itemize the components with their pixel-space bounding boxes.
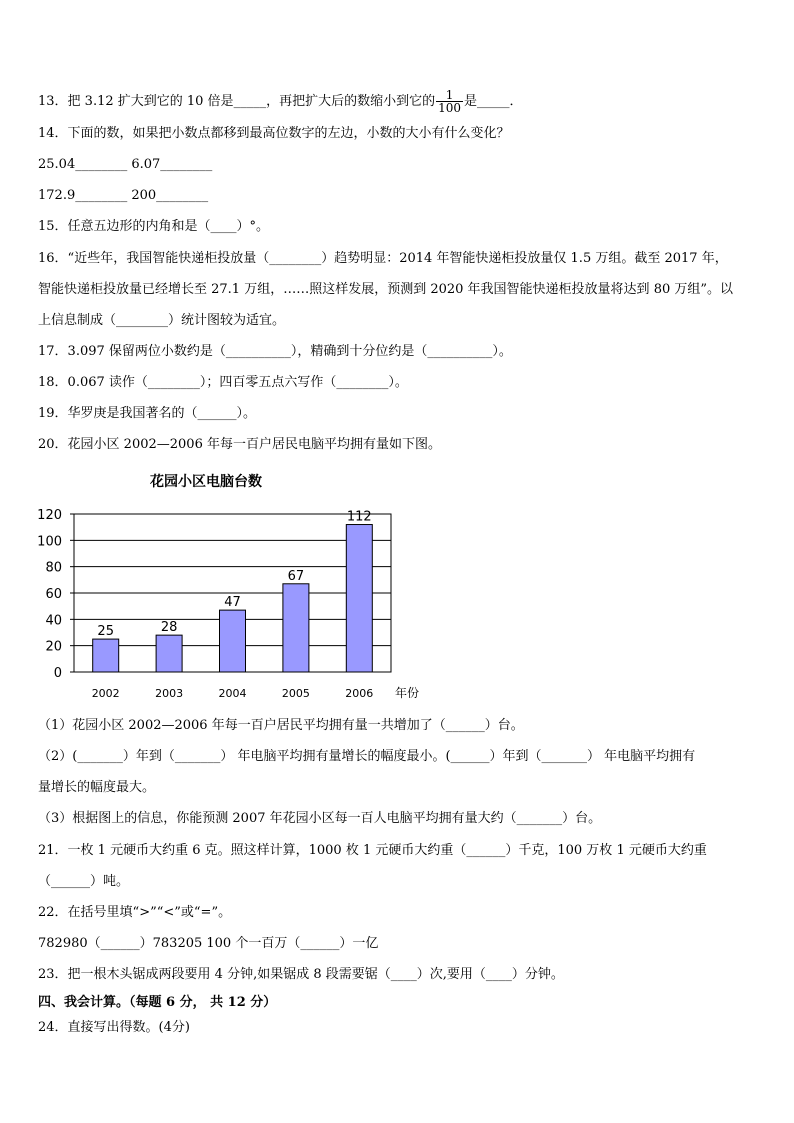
x-tick-label: 2003 xyxy=(155,687,184,700)
x-tick-label: 2005 xyxy=(281,687,310,700)
q13-text-c: 是 xyxy=(463,94,477,109)
bar-2006 xyxy=(346,525,372,672)
q13-text-a: 13．把 3.12 扩大到它的 10 倍是 xyxy=(38,94,234,109)
q20-sub-1: （1）花园小区 2002—2006 年每一百户居民平均拥有量一共增加了（______）台。 xyxy=(38,718,524,733)
q13-blank-1[interactable]: _____ xyxy=(233,94,267,109)
bar-2002 xyxy=(93,639,119,672)
question-17: 17．3.097 保留两位小数约是（__________），精确到十分位约是（__________）。 xyxy=(38,344,512,359)
question-14: 14．下面的数，如果把小数点都移到最高位数字的左边，小数的大小有什么变化？ xyxy=(38,126,510,141)
y-tick-label: 100 xyxy=(37,534,62,550)
question-16-line-3: 上信息制成（________）统计图较为适宜。 xyxy=(38,313,286,328)
x-tick-label: 2004 xyxy=(218,687,247,700)
q13-text-d: ． xyxy=(509,94,523,109)
question-20: 20．花园小区 2002—2006 年每一百户居民电脑平均拥有量如下图。 xyxy=(38,437,441,452)
y-tick-label: 80 xyxy=(45,560,62,576)
y-tick-label: 0 xyxy=(53,666,62,681)
fraction-denominator: 100 xyxy=(438,101,461,115)
question-16-line-1: 16．“近些年，我国智能快递柜投放量（________）趋势明显：2014 年智能快递柜投放量仅 1.5 万组。截至 2017 年， xyxy=(38,251,728,266)
question-23: 23．把一根木头锯成两段要用 4 分钟,如果锯成 8 段需要锯（____）次,要用（____）分钟。 xyxy=(38,967,564,982)
q14-row-1: 25.04________ 6.07________ xyxy=(38,157,213,172)
data-label: 67 xyxy=(287,568,305,584)
q13-text-b: ，再把扩大后的数缩小到它的 xyxy=(266,94,436,109)
question-15: 15．任意五边形的内角和是（____）°。 xyxy=(38,219,270,234)
data-label: 25 xyxy=(97,624,114,640)
question-22: 22．在括号里填“>”“<”或“=”。 xyxy=(38,905,232,920)
y-tick-label: 60 xyxy=(45,587,62,602)
bar-2003 xyxy=(156,635,182,672)
q20-sub-2-line-1: （2）(_______）年到（_______） 年电脑平均拥有量增长的幅度最小。(______）年到（_______） 年电脑平均拥有 xyxy=(38,749,696,764)
question-16-line-2: 智能快递柜投放量已经增长至 27.1 万组，……照这样发展，预测到 2020 年我国智能快递柜投放量将达到 80 万组”。以 xyxy=(38,282,734,297)
question-24: 24．直接写出得数。(4分) xyxy=(38,1020,190,1035)
question-18: 18．0.067 读作（________）；四百零五点六写作（________）。 xyxy=(38,375,408,390)
y-tick-label: 40 xyxy=(45,613,62,629)
question-19: 19．华罗庚是我国著名的（______）。 xyxy=(38,406,257,421)
q13-blank-2[interactable]: _____ xyxy=(477,94,510,109)
q14-row-2: 172.9________ 200________ xyxy=(38,188,209,203)
q20-sub-2-line-2: 量增长的幅度最大。 xyxy=(38,780,156,795)
question-21-line-1: 21．一枚 1 元硬币大约重 6 克。照这样计算，1000 枚 1 元硬币大约重（______）千克，100 万枚 1 元硬币大约重 xyxy=(38,843,707,858)
q20-sub-3: （3）根据图上的信息，你能预测 2007 年花园小区每一百人电脑平均拥有量大约（_______）台。 xyxy=(38,811,602,826)
data-label: 112 xyxy=(346,509,372,525)
data-label: 28 xyxy=(160,620,178,636)
section-4-heading: 四、我会计算。（每题 6 分， 共 12 分） xyxy=(38,995,277,1010)
bar-2005 xyxy=(283,584,309,672)
q22-row: 782980（______）783205 100 个一百万（______）一亿 xyxy=(38,936,379,951)
x-tick-label: 2006 xyxy=(345,687,374,700)
data-label: 47 xyxy=(224,595,241,611)
question-21-line-2: （______）吨。 xyxy=(38,874,130,889)
y-tick-label: 20 xyxy=(45,639,62,655)
chart-title: 花园小区电脑台数 xyxy=(150,474,262,490)
bar-2004 xyxy=(220,610,246,672)
x-axis-label: 年份 xyxy=(395,686,420,700)
fraction-numerator: 1 xyxy=(436,89,463,102)
x-tick-label: 2002 xyxy=(91,687,120,700)
y-tick-label: 120 xyxy=(37,508,62,523)
